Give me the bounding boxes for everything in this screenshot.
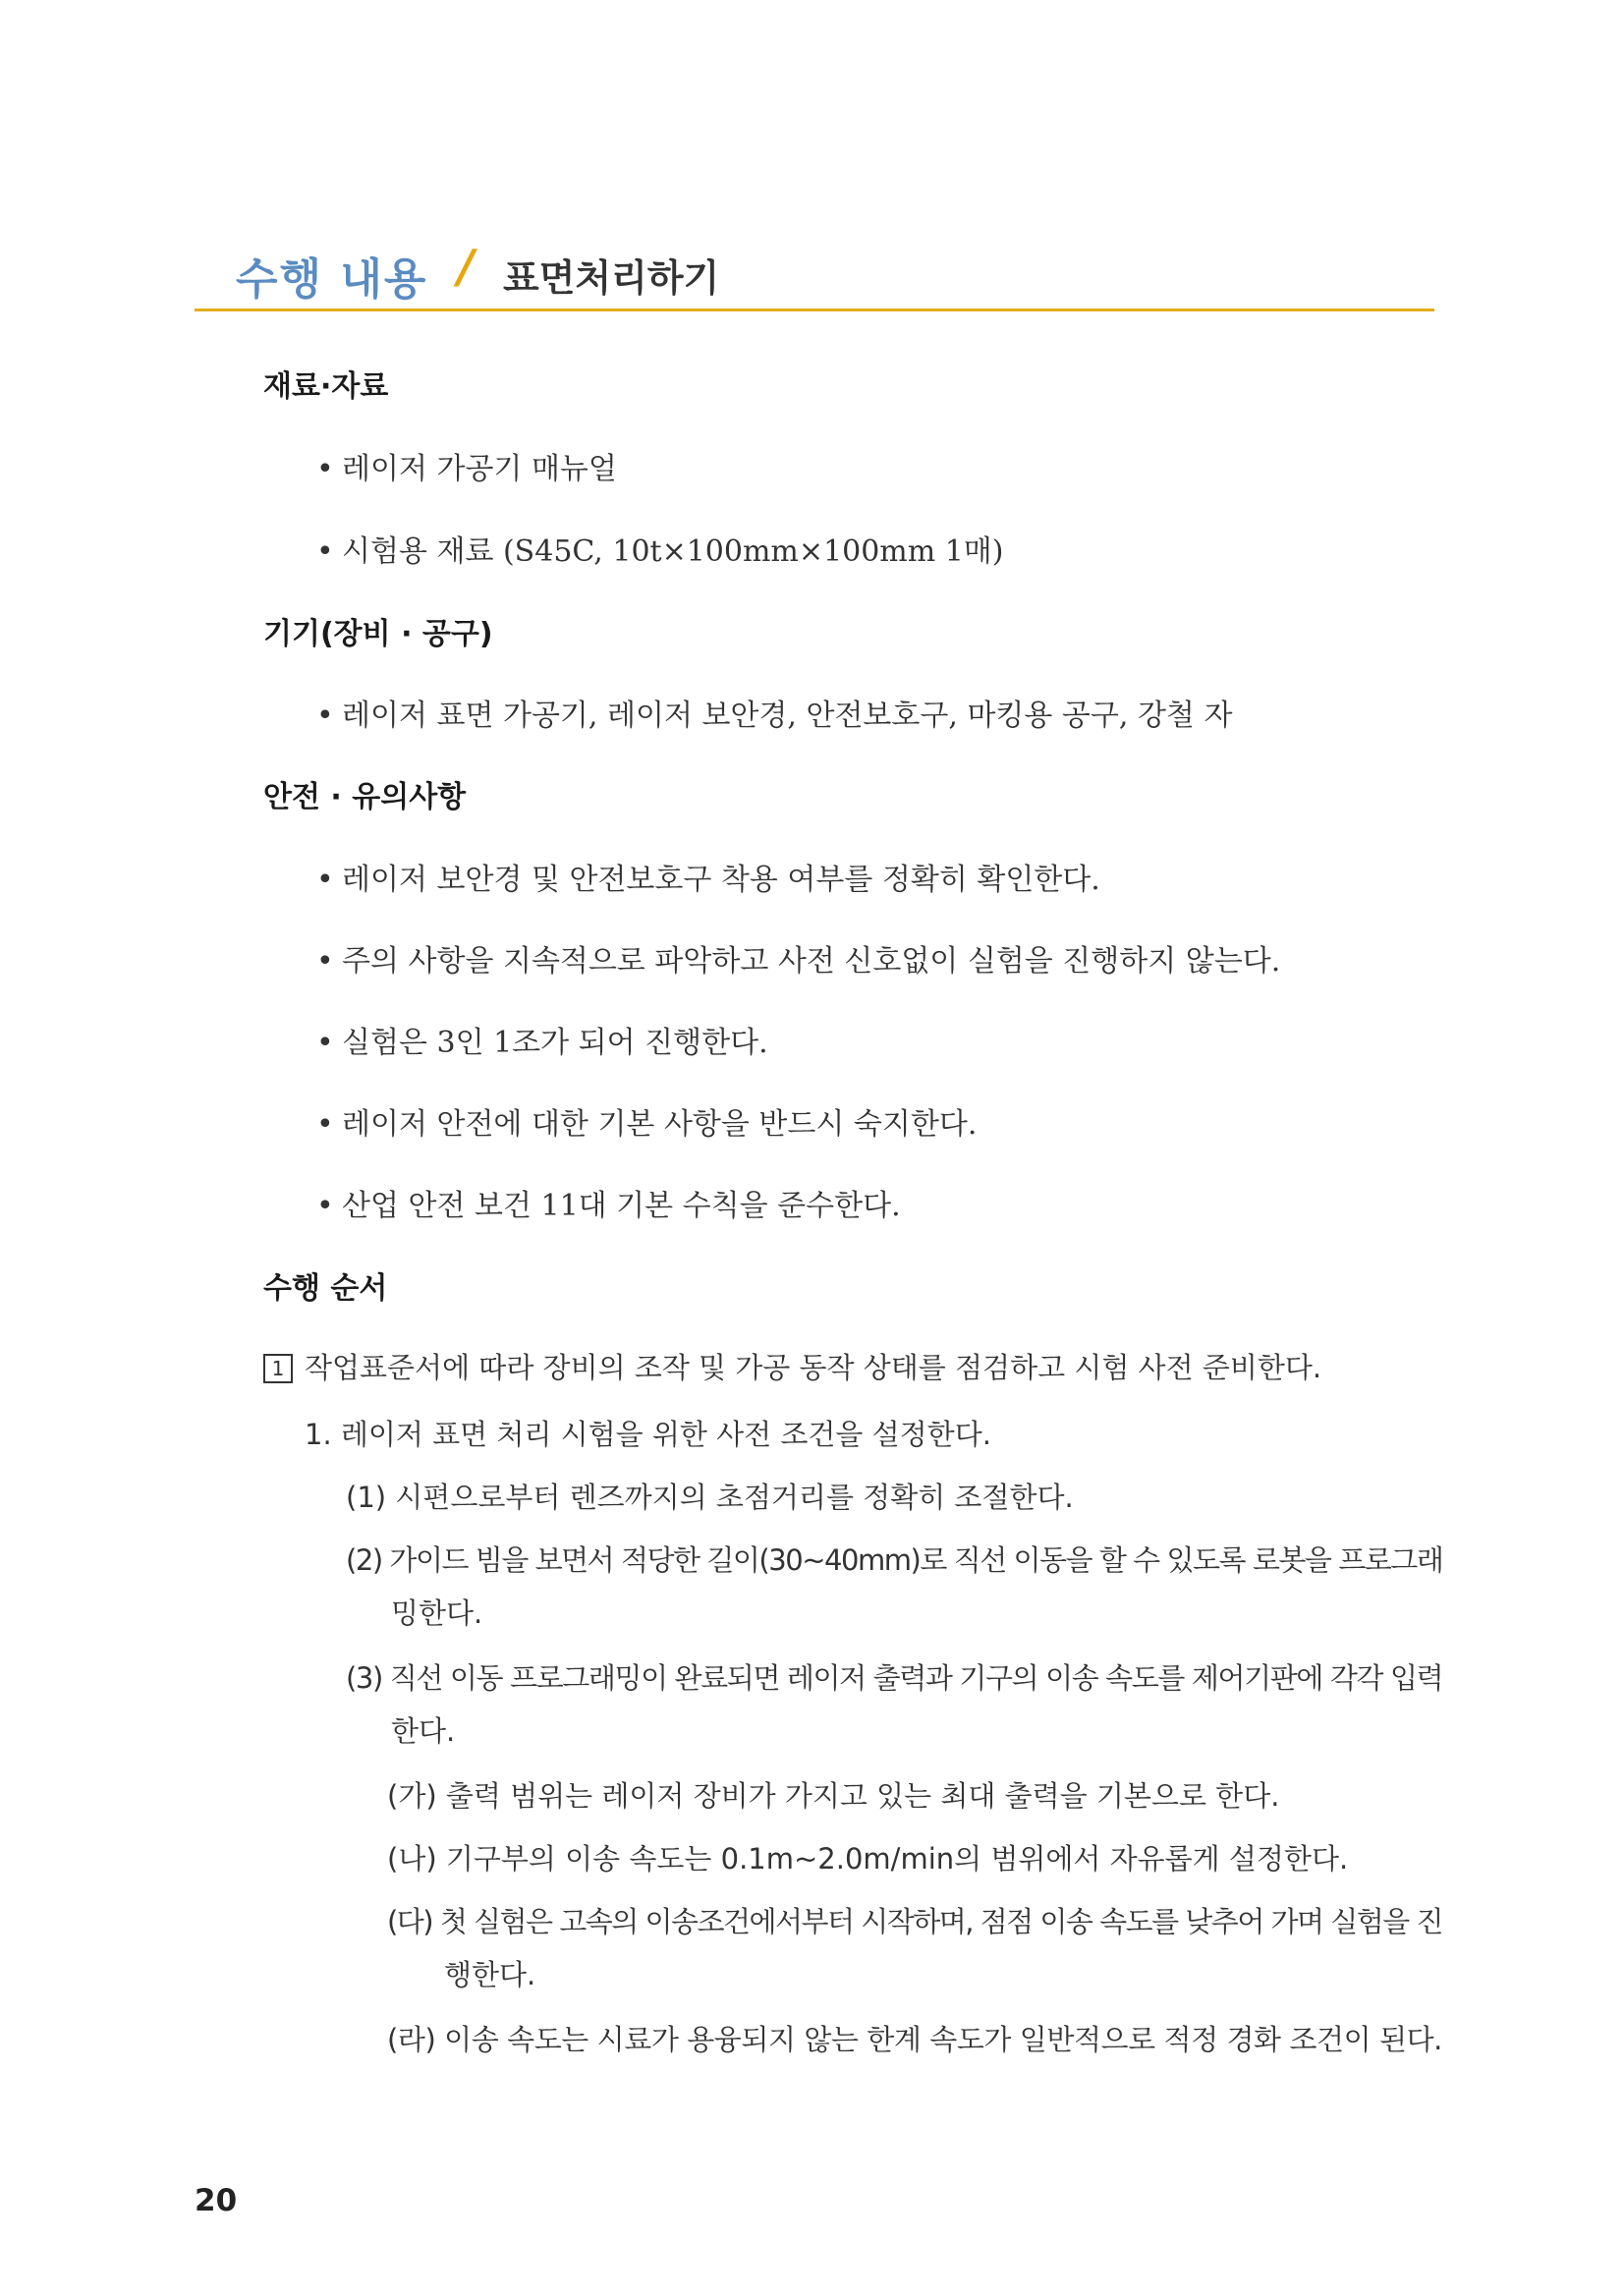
procedure-subitem: (다) 첫 실험은 고속의 이송조건에서부터 시작하며, 점점 이송 속도를 낮추어 가며 실험을 진	[387, 1905, 1442, 1938]
page-title: 표면처리하기	[503, 256, 720, 300]
bullet-icon: •	[316, 1026, 334, 1060]
bullet-icon: •	[316, 534, 334, 569]
list-item: • 레이저 가공기 매뉴얼	[316, 452, 617, 486]
procedure-subitem: (나) 기구부의 이송 속도는 0.1m~2.0m/min의 범위에서 자유롭게 설정한다.	[387, 1842, 1349, 1876]
section-category: 수행 내용	[236, 254, 428, 305]
header-slash: /	[458, 240, 475, 293]
procedure-step-1: 1 작업표준서에 따라 장비의 조작 및 가공 동작 상태를 점검하고 시험 사전 준비한다.	[263, 1346, 1321, 1386]
list-item: • 레이저 보안경 및 안전보호구 착용 여부를 정확히 확인한다.	[316, 863, 1100, 897]
step-number-box: 1	[263, 1354, 293, 1383]
bullet-icon: •	[316, 863, 334, 897]
list-item: • 산업 안전 보건 11대 기본 수칙을 준수한다.	[316, 1189, 901, 1223]
procedure-subitem: (라) 이송 속도는 시료가 용융되지 않는 한계 속도가 일반적으로 적정 경화 조건이 된다.	[387, 2023, 1442, 2056]
procedure-heading: 수행 순서	[263, 1271, 388, 1306]
equipment-heading: 기기(장비 · 공구)	[263, 617, 493, 651]
bullet-icon: •	[316, 944, 334, 979]
page-number: 20	[195, 2183, 238, 2218]
procedure-item: (1) 시편으로부터 렌즈까지의 초점거리를 정확히 조절한다.	[346, 1481, 1074, 1514]
safety-heading: 안전 · 유의사항	[263, 780, 467, 814]
list-item: • 실험은 3인 1조가 되어 진행한다.	[316, 1026, 768, 1060]
bullet-icon: •	[316, 699, 334, 733]
bullet-icon: •	[316, 452, 334, 486]
procedure-item: (3) 직선 이동 프로그래밍이 완료되면 레이저 출력과 기구의 이송 속도를 제어기판에 각각 입력	[346, 1661, 1443, 1695]
procedure-substep: 1. 레이저 표면 처리 시험을 위한 사전 조건을 설정한다.	[305, 1418, 991, 1451]
procedure-item-continuation: 밍한다.	[391, 1596, 483, 1630]
list-item: • 시험용 재료 (S45C, 10t×100mm×100mm 1매)	[316, 534, 1004, 569]
procedure-subitem: (가) 출력 범위는 레이저 장비가 가지고 있는 최대 출력을 기본으로 한다.	[387, 1779, 1280, 1813]
list-item: • 레이저 안전에 대한 기본 사항을 반드시 숙지한다.	[316, 1107, 978, 1142]
materials-heading: 재료·자료	[263, 369, 389, 404]
procedure-subitem-continuation: 행한다.	[444, 1958, 536, 1991]
procedure-item: (2) 가이드 빔을 보면서 적당한 길이(30~40mm)로 직선 이동을 할 수 있도록 로봇을 프로그래	[346, 1543, 1443, 1577]
bullet-icon: •	[316, 1107, 334, 1142]
list-item: • 레이저 표면 가공기, 레이저 보안경, 안전보호구, 마킹용 공구, 강철 자	[316, 699, 1233, 733]
procedure-item-continuation: 한다.	[391, 1714, 456, 1748]
header-divider	[195, 308, 1434, 311]
bullet-icon: •	[316, 1189, 334, 1223]
list-item: • 주의 사항을 지속적으로 파악하고 사전 신호없이 실험을 진행하지 않는다.	[316, 944, 1281, 979]
